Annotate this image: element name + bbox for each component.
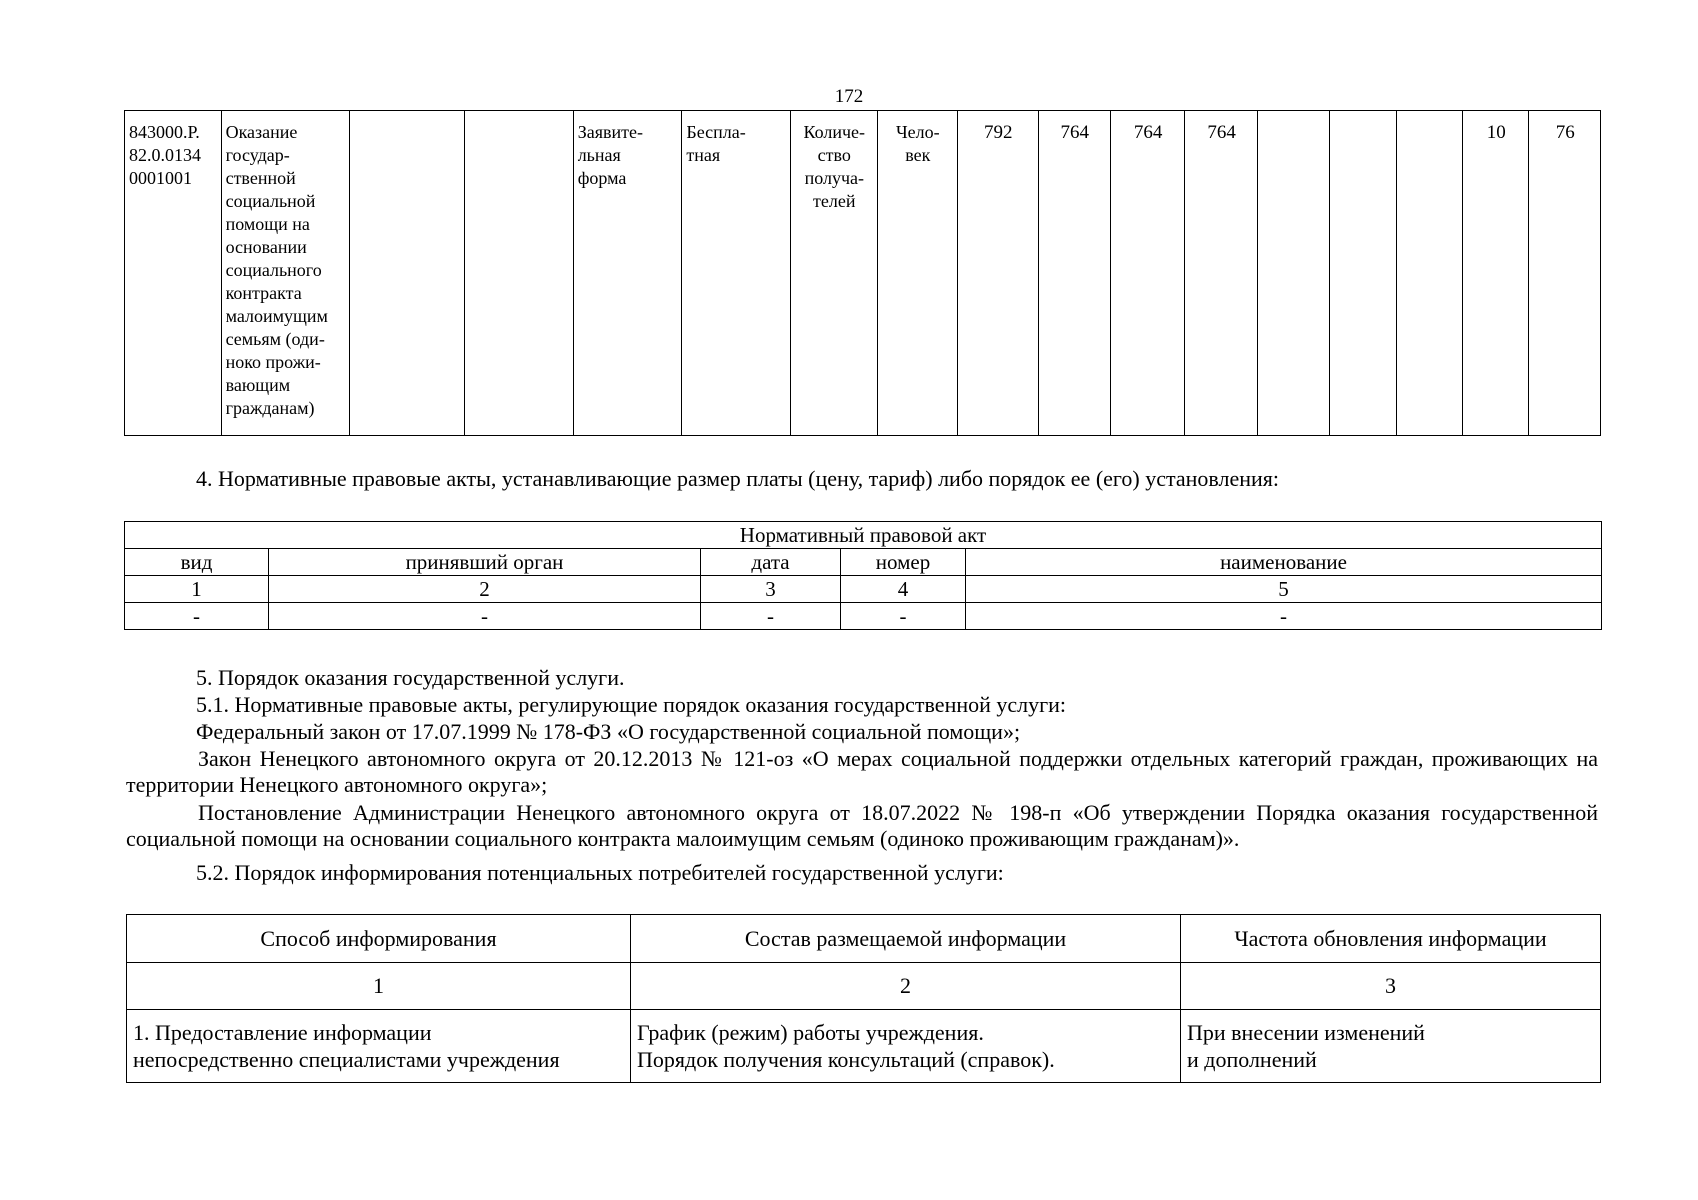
administration-resolution: Постановление Администрации Ненецкого автономного округа от 18.07.2022 № 198-п «Об утверждении Порядка оказания государственной социальной помощи на основании социального контракта малоимущим семьям (одиноко проживающим гражданам)». [126, 800, 1598, 851]
col-header: дата [701, 549, 841, 576]
col-header: вид [125, 549, 269, 576]
registry-code: 843000.Р. 82.0.0134 0001001 [125, 111, 222, 436]
update-frequency: При внесении изменений и дополнений [1181, 1010, 1601, 1083]
legal-act-title: Нормативный правовой акт [125, 522, 1602, 549]
federal-law: Федеральный закон от 17.07.1999 № 178-ФЗ «О государственной социальной помощи»; [196, 719, 1021, 744]
value-2: 764 [1038, 111, 1110, 436]
value-4: 764 [1185, 111, 1257, 436]
col-header: номер [841, 549, 966, 576]
col-number: 3 [701, 576, 841, 603]
section-5-1-title: 5.1. Нормативные правовые акты, регулирующие порядок оказания государственной услуги: [196, 692, 1067, 717]
informing-method: 1. Предоставление информации непосредственно специалистами учреждения [127, 1010, 631, 1083]
unit-name: Чело- век [877, 111, 957, 436]
col-header: принявший орган [269, 549, 701, 576]
value-5: 10 [1463, 111, 1529, 436]
col-number: 2 [631, 963, 1181, 1010]
service-volume-table [124, 110, 1601, 436]
value-1: 792 [958, 111, 1038, 436]
cell: - [701, 603, 841, 630]
cell: - [966, 603, 1602, 630]
information-content: График (режим) работы учреждения. Порядок получения консультаций (справок). [631, 1010, 1181, 1083]
cell: - [269, 603, 701, 630]
col-number: 2 [269, 576, 701, 603]
column-number-row [127, 963, 1601, 1010]
empty-cell [350, 111, 465, 436]
empty-cell [1330, 111, 1396, 436]
table-row [125, 603, 1602, 630]
service-form: Заявите- льная форма [573, 111, 682, 436]
service-name: Оказание государ- ственной социальной помощи на основании социального контракта малоимущим семьям (оди- ноко прожи- вающим гражданам) [221, 111, 350, 436]
section-4-heading: 4. Нормативные правовые акты, устанавливающие размер платы (цену, тариф) либо порядок ее (его) установления: [196, 466, 1280, 491]
column-number-row [125, 576, 1602, 603]
col-header: Способ информирования [127, 915, 631, 963]
col-number: 1 [125, 576, 269, 603]
value-6: 76 [1529, 111, 1601, 436]
payment-type: Беспла- тная [682, 111, 791, 436]
col-number: 1 [127, 963, 631, 1010]
section-5-2-title: 5.2. Порядок информирования потенциальных потребителей государственной услуги: [196, 860, 1004, 885]
value-3: 764 [1110, 111, 1184, 436]
col-header: Состав размещаемой информации [631, 915, 1181, 963]
table-header-row [127, 915, 1601, 963]
col-header: наименование [966, 549, 1602, 576]
empty-cell [1257, 111, 1329, 436]
informing-table [126, 914, 1601, 1083]
col-number: 3 [1181, 963, 1601, 1010]
regional-law: Закон Ненецкого автономного округа от 20.12.2013 № 121-оз «О мерах социальной поддержки отдельных категорий граждан, проживающих на территории Ненецкого автономного округа»; [126, 746, 1598, 797]
empty-cell [1396, 111, 1462, 436]
col-number: 5 [966, 576, 1602, 603]
empty-cell [465, 111, 574, 436]
cell: - [841, 603, 966, 630]
section-5-title: 5. Порядок оказания государственной услуги. [196, 665, 625, 690]
col-number: 4 [841, 576, 966, 603]
page-number: 172 [834, 86, 864, 107]
indicator-name: Количе- ство получа- телей [791, 111, 878, 436]
table-header-row [125, 549, 1602, 576]
legal-acts-table [124, 521, 1602, 630]
table-row [125, 111, 1601, 436]
table-row [127, 1010, 1601, 1083]
cell: - [125, 603, 269, 630]
col-header: Частота обновления информации [1181, 915, 1601, 963]
